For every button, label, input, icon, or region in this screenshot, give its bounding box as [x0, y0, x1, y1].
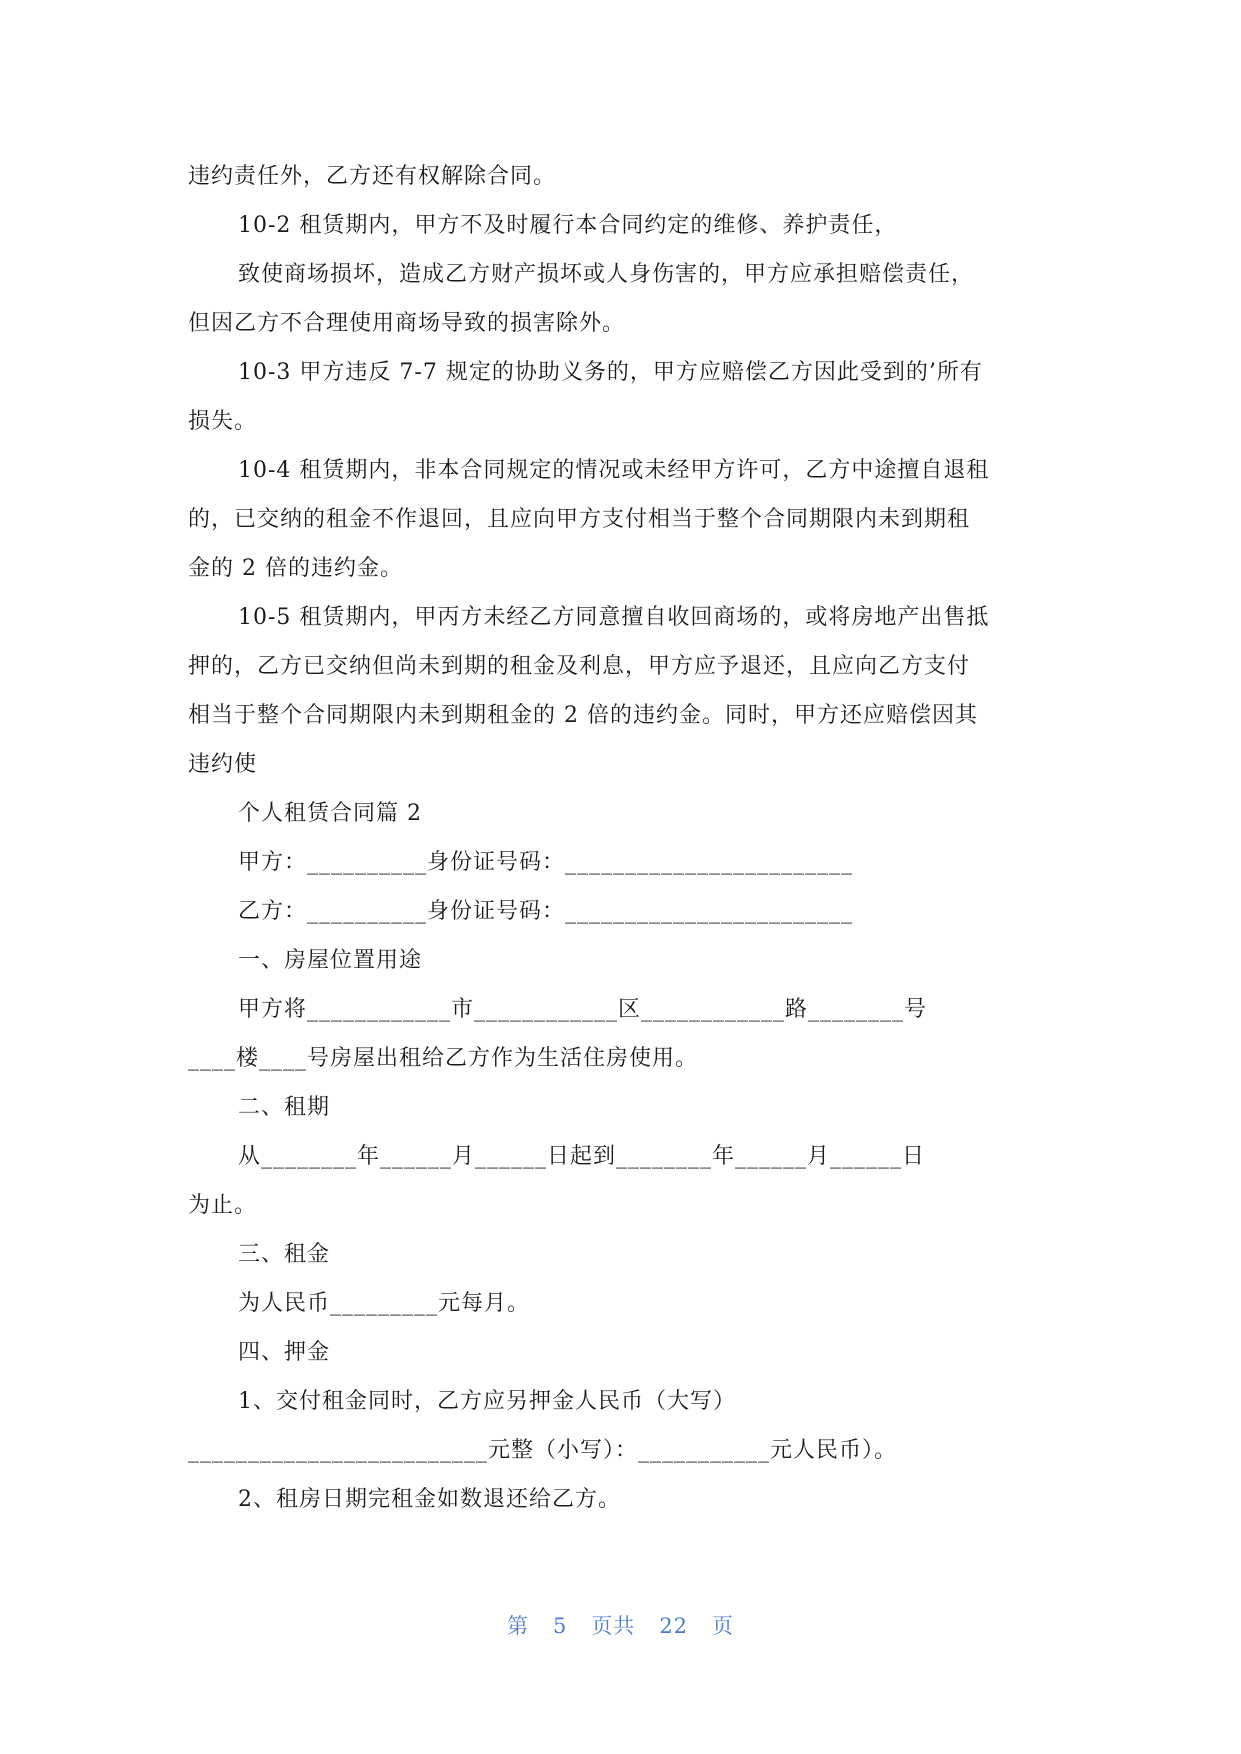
- paragraph: 一、房屋位置用途: [238, 948, 423, 973]
- paragraph: 为止。: [188, 1193, 258, 1218]
- paragraph: 10-3 甲方违反 7-7 规定的协助义务的，甲方应赔偿乙方因此受到的’所有: [238, 360, 983, 385]
- paragraph: 但因乙方不合理使用商场导致的损害除外。: [188, 311, 626, 336]
- paragraph: 相当于整个合同期限内未到期租金的 2 倍的违约金。同时，甲方还应赔偿因其: [188, 703, 978, 728]
- footer-current-page: 5: [552, 1614, 568, 1638]
- paragraph: 损失。: [188, 409, 258, 434]
- paragraph: ____楼____号房屋出租给乙方作为生活住房使用。: [188, 1046, 699, 1071]
- paragraph: 2、租房日期完租金如数退还给乙方。: [238, 1487, 621, 1512]
- paragraph: 从________年______月______日起到________年______月______日: [238, 1144, 926, 1169]
- paragraph: 违约使: [188, 752, 258, 777]
- paragraph: 违约责任外，乙方还有权解除合同。: [188, 164, 557, 189]
- paragraph: 押的，乙方已交纳但尚未到期的租金及利息，甲方应予退还，且应向乙方支付: [188, 654, 971, 679]
- paragraph: 乙方：__________身份证号码：________________________: [238, 899, 854, 924]
- paragraph: 二、租期: [238, 1095, 331, 1120]
- paragraph: 10-4 租赁期内，非本合同规定的情况或未经甲方许可，乙方中途擅自退租: [238, 458, 990, 483]
- paragraph: 个人租赁合同篇 2: [238, 801, 422, 826]
- paragraph: 1、交付租金同时，乙方应另押金人民币（大写）: [238, 1389, 736, 1414]
- footer-total-pages: 22: [659, 1614, 689, 1638]
- paragraph: 甲方将____________市____________区____________路________号: [238, 997, 928, 1022]
- paragraph: 三、租金: [238, 1242, 331, 1267]
- paragraph: 金的 2 倍的违约金。: [188, 556, 403, 581]
- document-body: [188, 152, 1060, 1524]
- footer-middle: 页共: [591, 1614, 636, 1638]
- paragraph: 10-2 租赁期内，甲方不及时履行本合同约定的维修、养护责任，: [238, 213, 898, 238]
- paragraph: 致使商场损坏，造成乙方财产损坏或人身伤害的，甲方应承担赔偿责任，: [238, 262, 975, 287]
- footer-prefix: 第: [506, 1614, 529, 1638]
- paragraph: _________________________元整（小写）：___________元人民币）。: [188, 1438, 898, 1463]
- paragraph: 四、押金: [238, 1340, 331, 1365]
- footer-suffix: 页: [712, 1614, 735, 1638]
- paragraph: 甲方：__________身份证号码：________________________: [238, 850, 854, 875]
- page-footer: [0, 1610, 1241, 1640]
- paragraph: 10-5 租赁期内，甲丙方未经乙方同意擅自收回商场的，或将房地产出售抵: [238, 605, 990, 630]
- paragraph: 的，已交纳的租金不作退回，且应向甲方支付相当于整个合同期限内未到期租: [188, 507, 971, 532]
- paragraph: 为人民币_________元每月。: [238, 1291, 531, 1316]
